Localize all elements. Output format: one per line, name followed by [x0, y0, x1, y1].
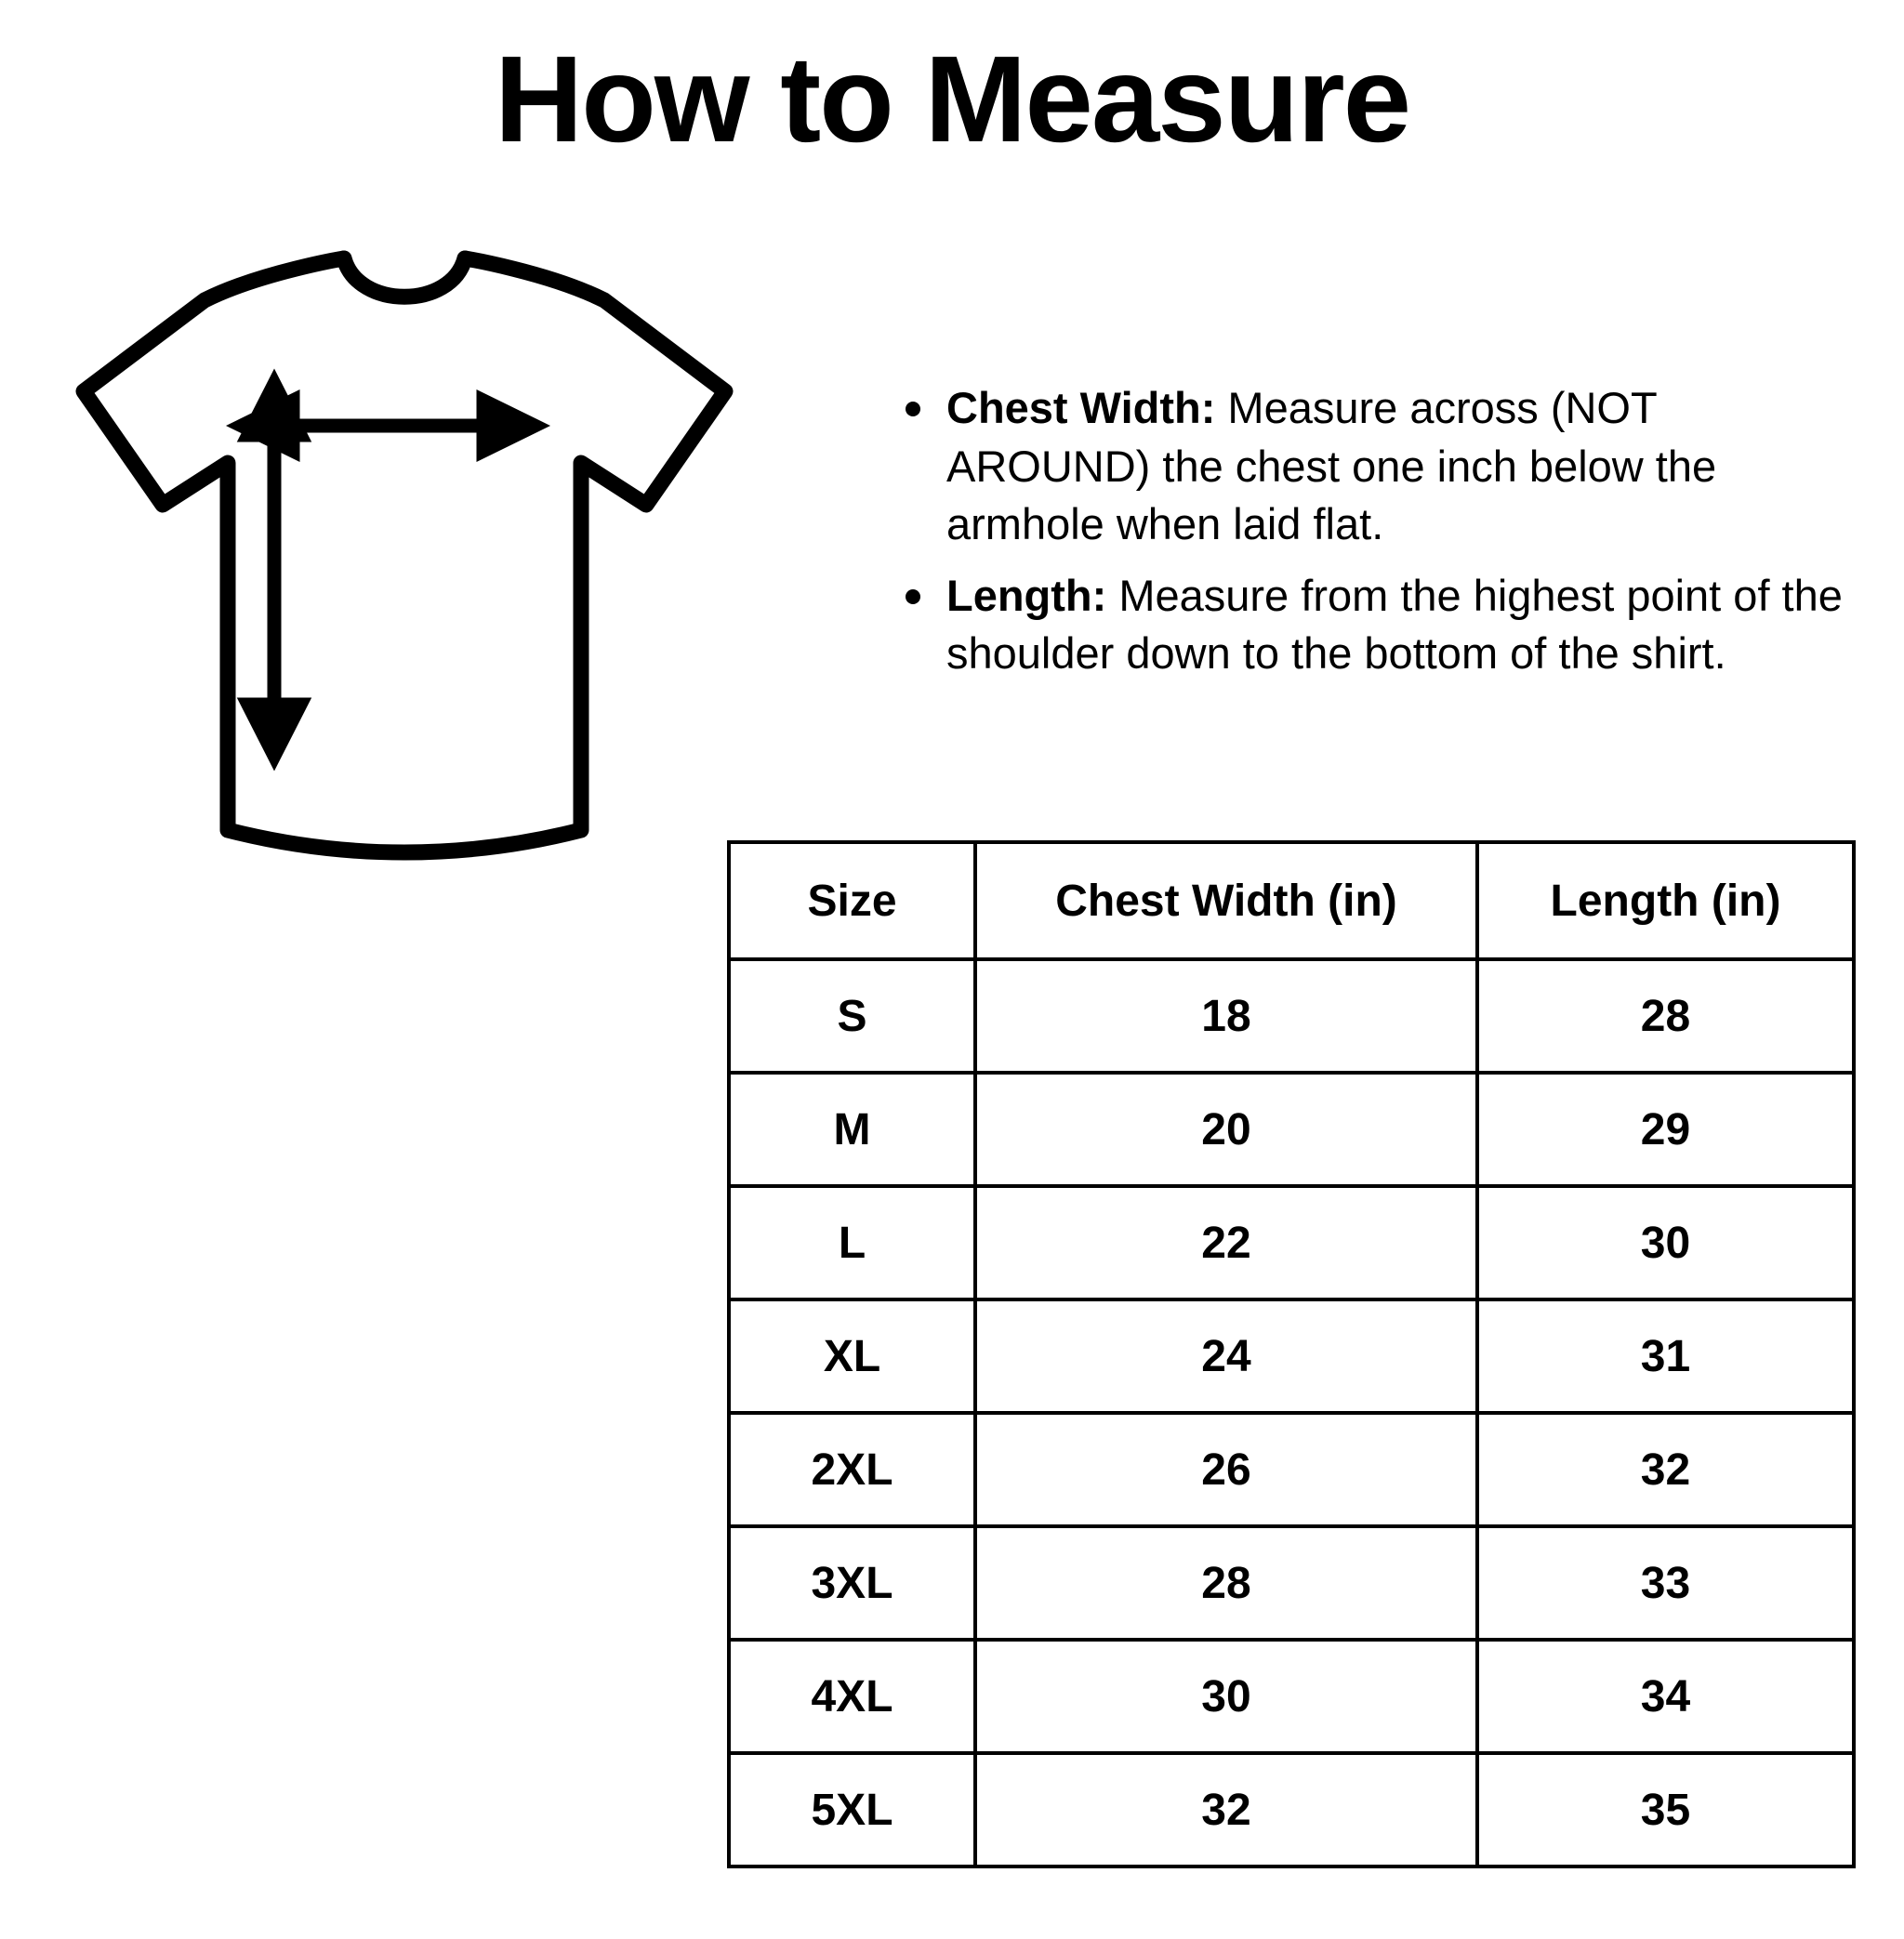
cell-length: 34 — [1477, 1640, 1854, 1753]
cell-size: L — [729, 1186, 975, 1299]
table-row — [729, 1073, 1854, 1186]
cell-size: 4XL — [729, 1640, 975, 1753]
cell-size: 2XL — [729, 1413, 975, 1526]
table-header-row — [729, 842, 1854, 959]
cell-size: 3XL — [729, 1526, 975, 1640]
instruction-length — [946, 567, 1850, 683]
table-row — [729, 959, 1854, 1073]
table-row — [729, 1640, 1854, 1753]
cell-size: M — [729, 1073, 975, 1186]
instruction-label-chest-width: Chest Width: — [946, 383, 1216, 432]
page-title: How to Measure — [494, 31, 1410, 167]
cell-length: 33 — [1477, 1526, 1854, 1640]
cell-length: 32 — [1477, 1413, 1854, 1526]
table-row — [729, 1299, 1854, 1413]
cell-chest: 18 — [975, 959, 1477, 1073]
instructions-list — [892, 379, 1850, 696]
cell-length: 30 — [1477, 1186, 1854, 1299]
instruction-label-length: Length: — [946, 570, 1107, 620]
cell-length: 31 — [1477, 1299, 1854, 1413]
table-row — [729, 1753, 1854, 1866]
cell-chest: 30 — [975, 1640, 1477, 1753]
table-row — [729, 1413, 1854, 1526]
size-guide-page — [0, 31, 1904, 1939]
cell-chest: 26 — [975, 1413, 1477, 1526]
cell-chest: 32 — [975, 1753, 1477, 1866]
table-row — [729, 1526, 1854, 1640]
cell-length: 28 — [1477, 959, 1854, 1073]
cell-length: 35 — [1477, 1753, 1854, 1866]
cell-size: XL — [729, 1299, 975, 1413]
column-header-chest-width: Chest Width (in) — [975, 842, 1477, 959]
instruction-text-chest-width: Measure across (NOT AROUND) the chest one inch below the armhole when laid flat. — [946, 383, 1717, 548]
t-shirt-measurement-diagram — [65, 235, 800, 923]
size-chart-table — [727, 840, 1856, 1868]
table-row — [729, 1186, 1854, 1299]
cell-chest: 22 — [975, 1186, 1477, 1299]
column-header-length: Length (in) — [1477, 842, 1854, 959]
cell-chest: 24 — [975, 1299, 1477, 1413]
t-shirt-icon — [65, 235, 800, 923]
cell-length: 29 — [1477, 1073, 1854, 1186]
cell-size: 5XL — [729, 1753, 975, 1866]
cell-size: S — [729, 959, 975, 1073]
cell-chest: 20 — [975, 1073, 1477, 1186]
column-header-size: Size — [729, 842, 975, 959]
instruction-text-length: Measure from the highest point of the shoulder down to the bottom of the shirt. — [946, 570, 1843, 678]
cell-chest: 28 — [975, 1526, 1477, 1640]
instruction-chest-width — [946, 379, 1850, 554]
